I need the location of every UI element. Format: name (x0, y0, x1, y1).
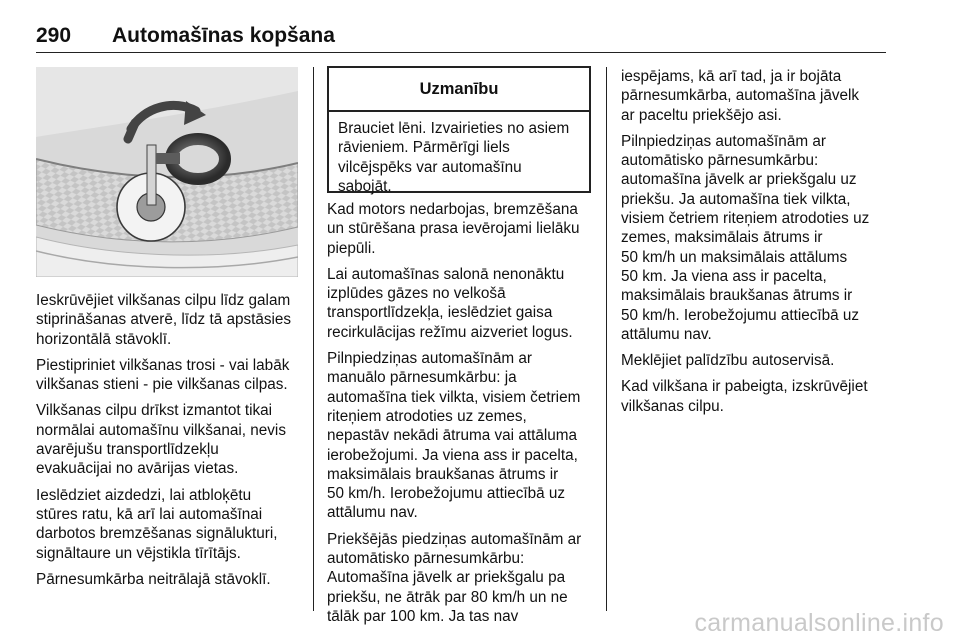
paragraph: Vilkšanas cilpu drīkst izmantot tikai normālai automašīnu vilkšanai, nevis avarējušu transportlīdzekļu evakuācijai no avārijas vietas. (36, 402, 286, 478)
paragraph: Pilnpiedziņas automašīnām ar automātisko pārnesumkārbu: automašīna jāvelk ar priekšgalu uz priekšu. Ja automašīna tiek vilkta, visiem četriem riteņiem atrodoties uz zemes, maksimālais ātrums ir 50 km/h un maksimālais attālums 50 km. Ja viena ass ir pacelta, maksimālais braukšanas ātrums ir 50 km/h. Ierobežojumu attiecībā uz attālumu nav. (621, 132, 870, 343)
tow-eye-illustration-drawing (36, 67, 298, 277)
paragraph: Priekšējās piedziņas automašīnām ar automātisko pārnesumkārbu: Automašīna jāvelk ar priekšgalu pa priekšu, ne ātrāk par 80 km/h un ne tālāk par 100 km. Ja tas nav (327, 530, 582, 625)
paragraph: Pārnesumkārba neitrālajā stāvoklī. (36, 570, 271, 588)
column-divider (313, 67, 314, 611)
paragraph: Piestipriniet vilkšanas trosi - vai labāk vilkšanas stieni - pie vilkšanas cilpas. (36, 356, 290, 394)
caution-text: Brauciet lēni. Izvairieties no asiem rāvieniem. Pārmērīgi liels vilcējspēks var automašīnu sabojāt. (338, 120, 570, 195)
caution-box (327, 66, 591, 193)
paragraph: Kad motors nedarbojas, bremzēšana un stūrēšana prasa ievērojami lielāku piepūli. (327, 201, 580, 257)
column-3 (621, 67, 889, 423)
paragraph: iespējams, kā arī tad, ja ir bojāta pārnesumkārba, automašīna jāvelk ar paceltu priekšējo asi. (621, 68, 860, 124)
page-title: Automašīnas kopšana (112, 24, 335, 47)
watermark: carmanualsonline.info (694, 609, 944, 637)
page-header (36, 22, 886, 53)
paragraph: Ieskrūvējiet vilkšanas cilpu līdz galam stiprināšanas atverē, līdz tā apstāsies horizontālā stāvoklī. (36, 292, 292, 348)
paragraph: Kad vilkšana ir pabeigta, izskrūvējiet vilkšanas cilpu. (621, 378, 868, 415)
paragraph: Meklējiet palīdzību autoservisā. (621, 352, 835, 370)
tow-eye-illustration (36, 67, 298, 277)
paragraph: Lai automašīnas salonā nenonāktu izplūdes gāzes no velkošā transportlīdzekļa, ieslēdziet gaisa recirkulācijas režīmu aizveriet logus. (327, 265, 573, 341)
caution-title: Uzmanību (329, 68, 589, 112)
column-2 (327, 200, 595, 633)
column-divider (606, 67, 607, 611)
column-1 (36, 291, 302, 596)
paragraph: Pilnpiedziņas automašīnām ar manuālo pārnesumkārbu: ja automašīna tiek vilkta, visiem četriem riteņiem atrodoties uz zemes, nepastāv nekādi ātruma vai attāluma ierobežojumi. Ja viena ass ir pacelta, maksimālais braukšanas ātrums ir 50 km/h. Ierobežojumu attiecībā uz attālumu nav. (327, 350, 581, 522)
page-number: 290 (36, 24, 72, 47)
paragraph: Ieslēdziet aizdedzi, lai atbloķētu stūres ratu, kā arī lai automašīnai darbotos bremzēšanas signālukturi, signāltaure un vējstikla tīrītājs. (36, 486, 278, 562)
